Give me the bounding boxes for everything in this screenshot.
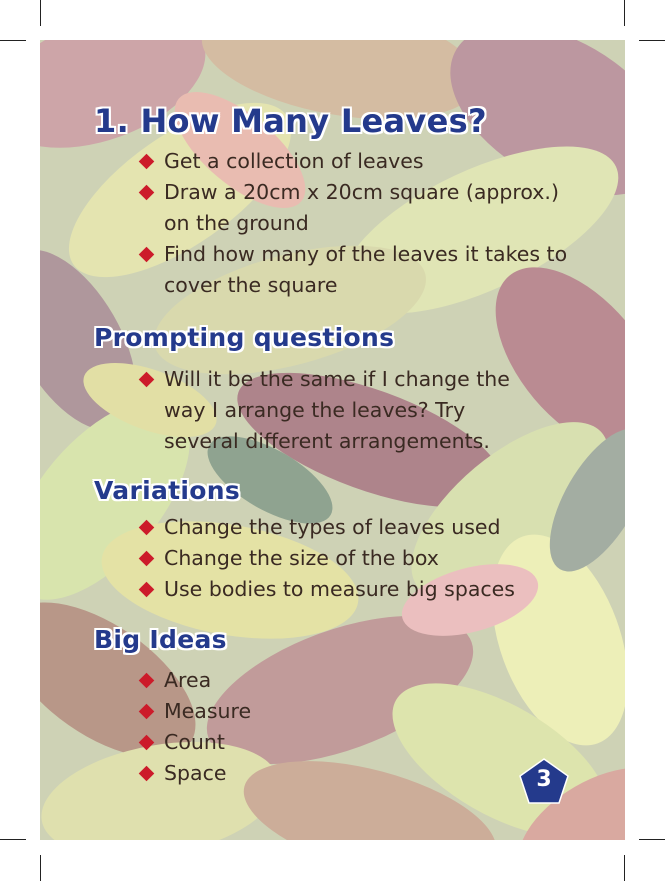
variation-text: Use bodies to measure big spaces	[164, 577, 515, 601]
list-item	[138, 574, 568, 605]
big-idea-text: Measure	[164, 699, 252, 723]
big-ideas-list	[138, 665, 338, 789]
crop-mark-top-left-v	[40, 0, 41, 26]
red-diamond-icon	[139, 704, 155, 720]
red-diamond-icon	[139, 185, 155, 201]
page-title: 1. How Many Leaves?	[94, 102, 487, 140]
variation-text: Change the types of leaves used	[164, 515, 501, 539]
crop-mark-top-right-h	[639, 40, 665, 41]
prompting-questions-heading: Prompting questions	[94, 323, 395, 352]
question-text: Will it be the same if I change the way I arrange the leaves? Try several different arrangements.	[164, 367, 510, 453]
list-item	[138, 665, 338, 696]
card-content	[40, 40, 625, 840]
crop-mark-top-left-h	[0, 40, 26, 41]
red-diamond-icon	[139, 372, 155, 388]
instruction-list	[138, 146, 568, 301]
crop-mark-bottom-right-v	[624, 855, 625, 881]
red-diamond-icon	[139, 520, 155, 536]
big-idea-text: Space	[164, 761, 227, 785]
list-item	[138, 543, 568, 574]
instruction-text: Get a collection of leaves	[164, 149, 424, 173]
red-diamond-icon	[139, 154, 155, 170]
crop-mark-bottom-left-h	[0, 839, 26, 840]
red-diamond-icon	[139, 551, 155, 567]
list-item	[138, 364, 538, 457]
red-diamond-icon	[139, 735, 155, 751]
list-item	[138, 146, 568, 177]
list-item	[138, 512, 568, 543]
red-diamond-icon	[139, 247, 155, 263]
red-diamond-icon	[139, 766, 155, 782]
red-diamond-icon	[139, 673, 155, 689]
page-number: 3	[536, 767, 552, 792]
big-idea-text: Count	[164, 730, 225, 754]
list-item	[138, 696, 338, 727]
variations-heading: Variations	[94, 476, 240, 505]
prompting-questions-list	[138, 364, 538, 457]
list-item	[138, 239, 568, 301]
variation-text: Change the size of the box	[164, 546, 439, 570]
crop-mark-top-right-v	[624, 0, 625, 26]
list-item	[138, 727, 338, 758]
variations-list	[138, 512, 568, 605]
page-number-badge	[518, 757, 570, 805]
red-diamond-icon	[139, 582, 155, 598]
big-idea-text: Area	[164, 668, 212, 692]
list-item	[138, 758, 338, 789]
crop-mark-bottom-right-h	[639, 839, 665, 840]
activity-card	[40, 40, 625, 840]
instruction-text: Find how many of the leaves it takes to cover the square	[164, 242, 568, 297]
crop-mark-bottom-left-v	[40, 855, 41, 881]
list-item	[138, 177, 568, 239]
instruction-text: Draw a 20cm x 20cm square (approx.) on the ground	[164, 180, 559, 235]
big-ideas-heading: Big Ideas	[94, 625, 227, 654]
